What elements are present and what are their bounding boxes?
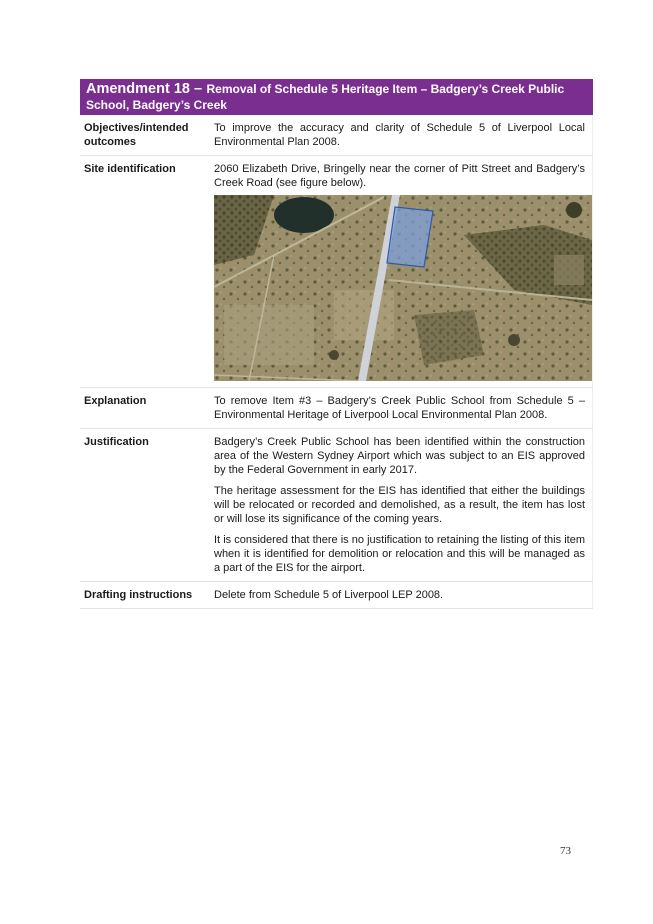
justification-paragraph: The heritage assessment for the EIS has identified that either the buildings will be relocated or recorded and demolished, as a result, the item has lost or will lose its significance of the coming years. [214,485,585,525]
table-row-explanation [80,388,593,429]
table-row-drafting [80,582,593,609]
row-label: Drafting instructions [80,582,208,609]
site-description: 2060 Elizabeth Drive, Bringelly near the corner of Pitt Street and Badgery’s Creek Road (see figure below). [214,163,585,189]
justification-paragraph: Badgery’s Creek Public School has been identified within the construction area of the Western Sydney Airport which was subject to an EIS approved by the Federal Government in early 2017. [214,436,585,476]
site-aerial-map [214,195,592,381]
table-row-justification [80,429,593,582]
amendment-title: Removal of Schedule 5 Heritage Item – Badgery’s Creek Public School, Badgery’s Creek [86,82,565,112]
row-label: Explanation [80,388,208,429]
amendment-header-row [80,79,593,115]
row-value: Delete from Schedule 5 of Liverpool LEP 2008. [208,582,593,609]
amendment-header [80,79,593,115]
table-row-site-identification [80,156,593,388]
amendment-number: Amendment 18 – [86,81,203,97]
row-label: Objectives/intended outcomes [80,115,208,156]
row-label: Justification [80,429,208,582]
table-row-objectives [80,115,593,156]
row-value: To improve the accuracy and clarity of Schedule 5 of Liverpool Local Environmental Plan 2008. [208,115,593,156]
justification-paragraph: It is considered that there is no justification to retaining the listing of this item when it is identified for demolition or relocation and this will be managed as a part of the EIS for the airport. [214,534,585,574]
aerial-photo-icon [214,195,592,381]
page-number: 73 [560,845,571,857]
row-label: Site identification [80,156,208,388]
row-value-justification [208,429,593,582]
row-value-site [208,156,593,388]
amendment-table [80,79,593,609]
row-value: To remove Item #3 – Badgery’s Creek Public School from Schedule 5 – Environmental Heritage of Liverpool Local Environmental Plan 2008. [208,388,593,429]
